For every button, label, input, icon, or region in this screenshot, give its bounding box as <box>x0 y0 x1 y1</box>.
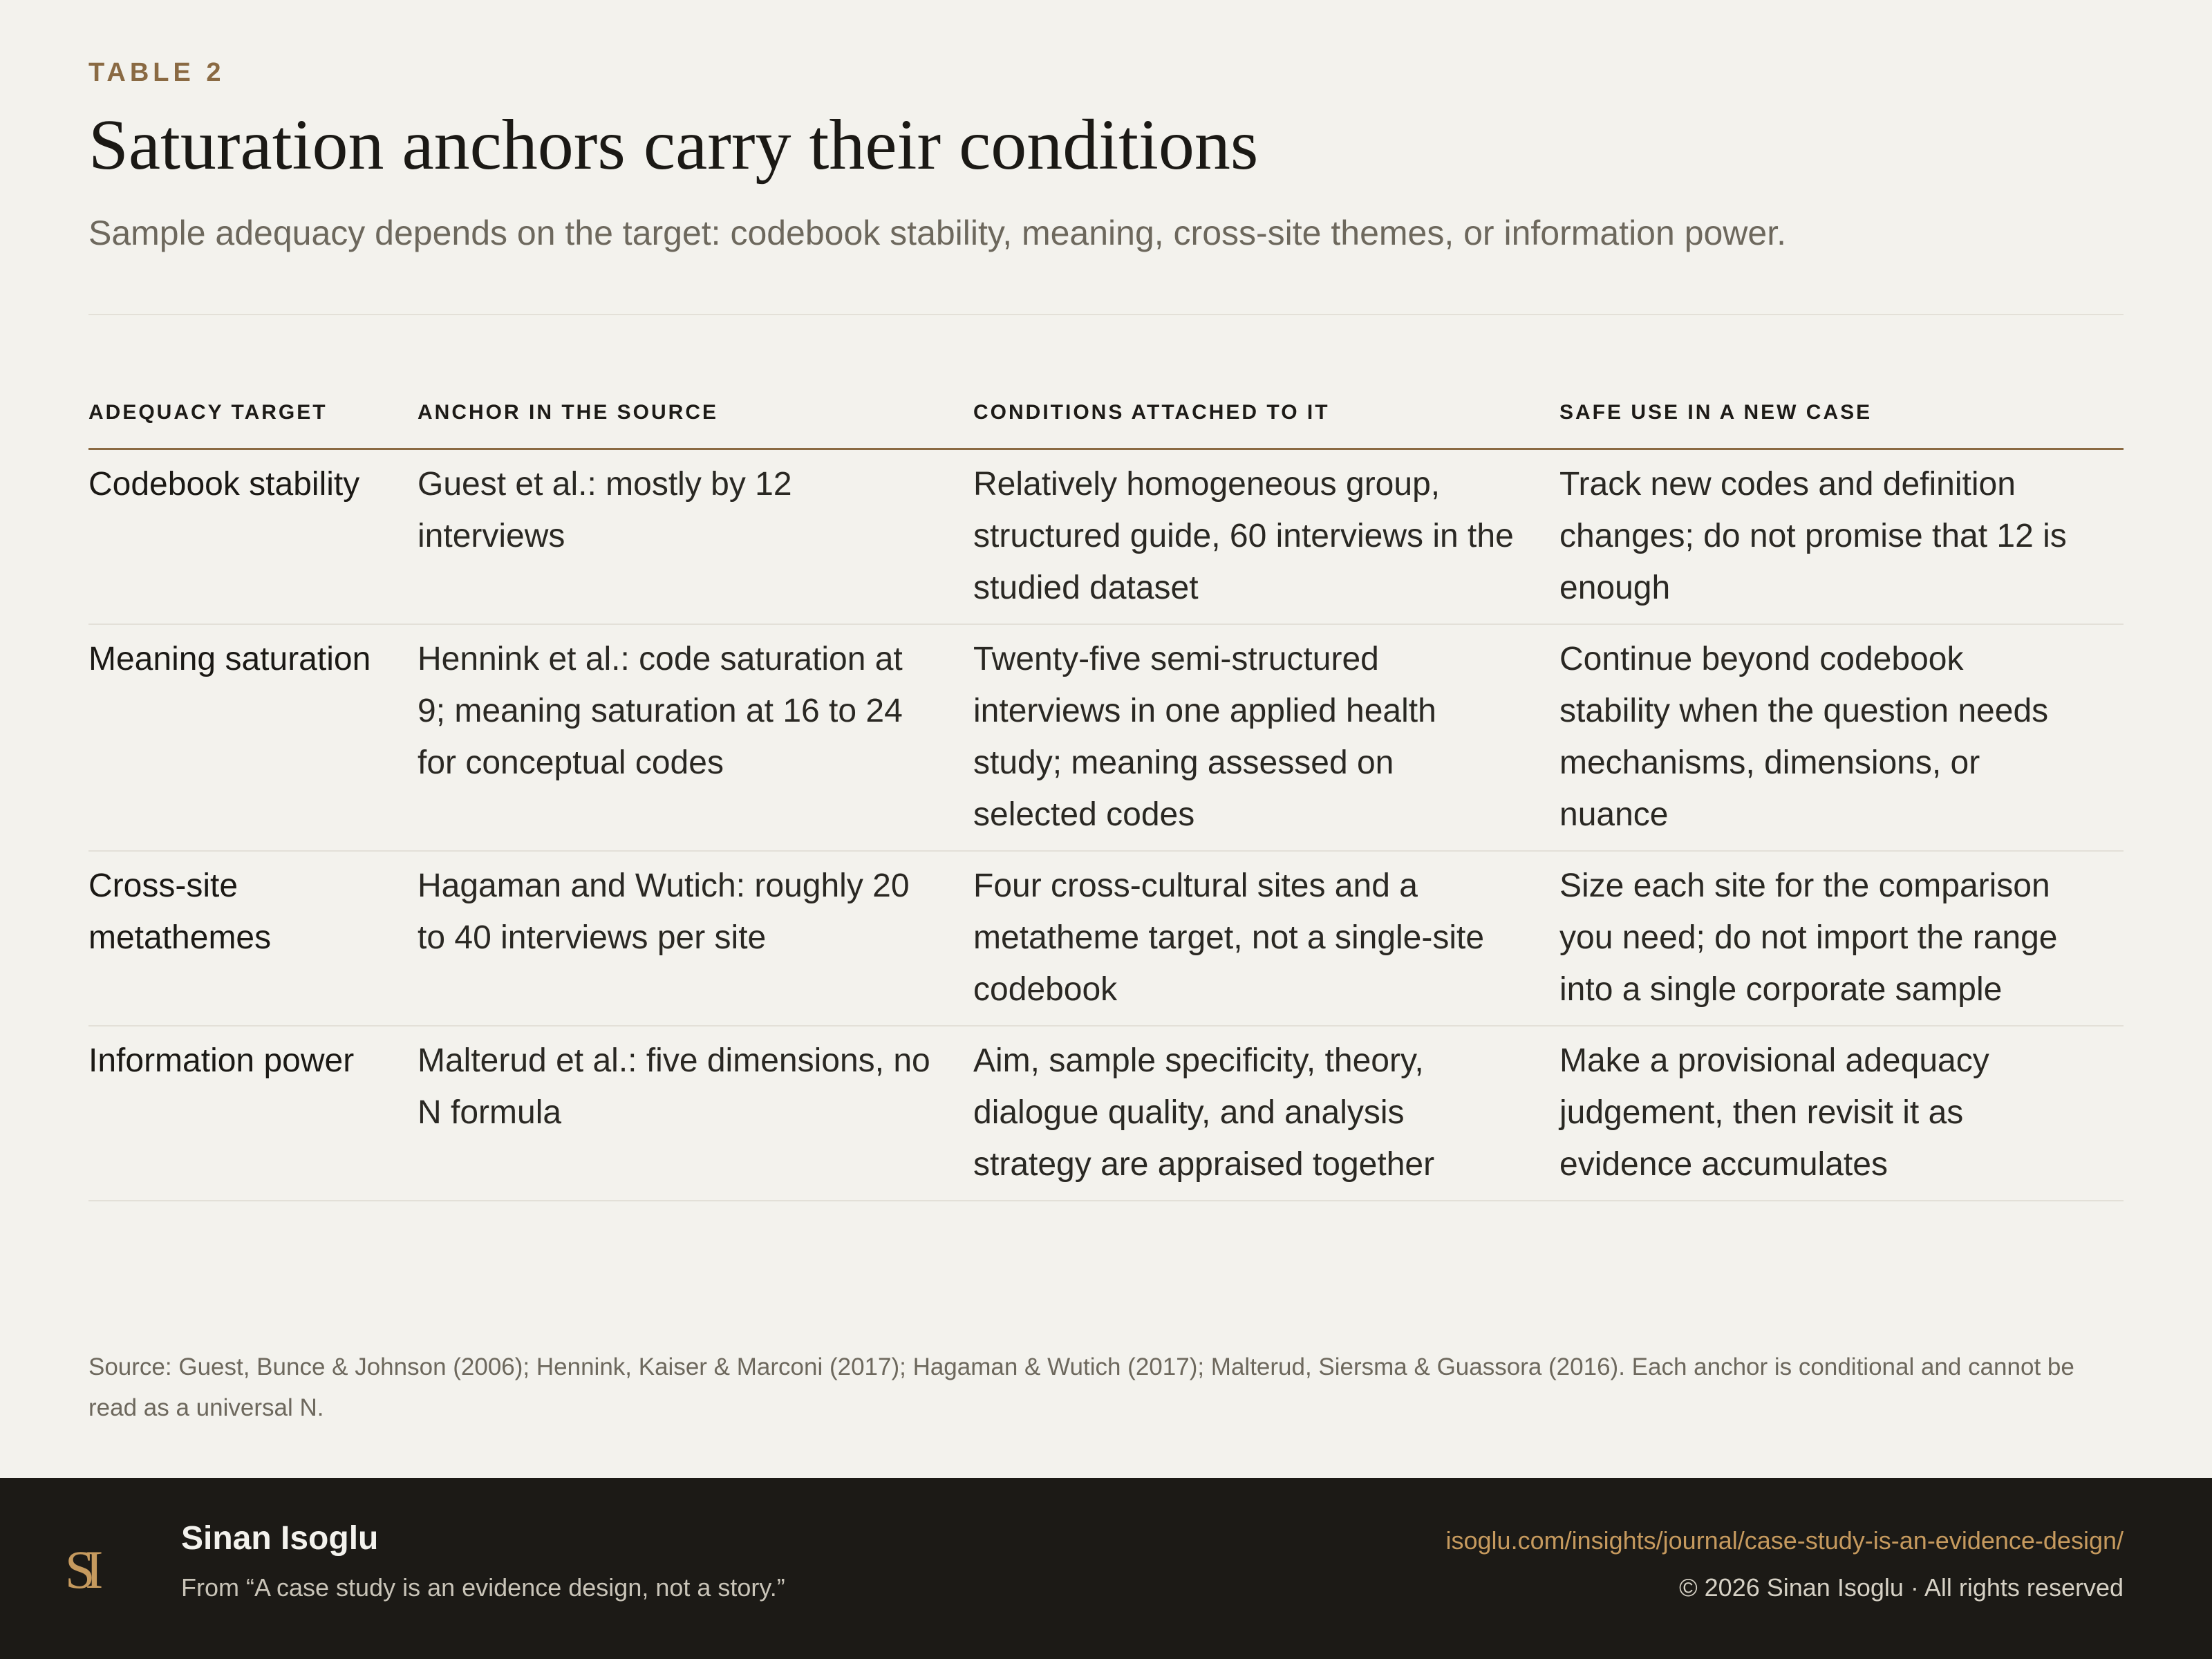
divider <box>88 314 2124 315</box>
saturation-table <box>88 401 2124 1201</box>
column-header-safe-use: SAFE USE IN A NEW CASE <box>1559 401 2124 449</box>
table-number: TABLE 2 <box>88 58 225 87</box>
cell-anchor: Hennink et al.: code saturation at 9; meaning saturation at 16 to 24 for conceptual codes <box>418 624 973 851</box>
cell-anchor: Hagaman and Wutich: roughly 20 to 40 interviews per site <box>418 851 973 1026</box>
cell-conditions: Aim, sample specificity, theory, dialogue quality, and analysis strategy are appraised together <box>973 1026 1559 1201</box>
table-row <box>88 449 2124 625</box>
cell-conditions: Relatively homogeneous group, structured guide, 60 interviews in the studied dataset <box>973 449 1559 625</box>
cell-safe-use: Make a provisional adequacy judgement, then revisit it as evidence accumulates <box>1559 1026 2124 1201</box>
monogram-logo: SI <box>65 1539 94 1600</box>
cell-conditions: Four cross-cultural sites and a metatheme target, not a single-site codebook <box>973 851 1559 1026</box>
cell-adequacy-target: Meaning saturation <box>88 624 418 851</box>
cell-anchor: Malterud et al.: five dimensions, no N formula <box>418 1026 973 1201</box>
column-header-adequacy-target: ADEQUACY TARGET <box>88 401 418 449</box>
cell-adequacy-target: Cross-site metathemes <box>88 851 418 1026</box>
copyright: © 2026 Sinan Isoglu · All rights reserved <box>1679 1573 2124 1602</box>
page-title: Saturation anchors carry their conditions <box>88 105 1259 185</box>
cell-anchor: Guest et al.: mostly by 12 interviews <box>418 449 973 625</box>
table-header-row <box>88 401 2124 449</box>
source-note: Source: Guest, Bunce & Johnson (2006); Hennink, Kaiser & Marconi (2017); Hagaman & Wutich (2017); Malterud, Siersma & Guassora (2016). Each anchor is conditional and cannot be read as a universal N. <box>88 1353 2074 1421</box>
cell-adequacy-target: Information power <box>88 1026 418 1201</box>
table-row <box>88 851 2124 1026</box>
cell-adequacy-target: Codebook stability <box>88 449 418 625</box>
footer <box>0 1478 2212 1659</box>
table-row <box>88 624 2124 851</box>
column-header-anchor: ANCHOR IN THE SOURCE <box>418 401 973 449</box>
cell-safe-use: Continue beyond codebook stability when the question needs mechanisms, dimensions, or nuance <box>1559 624 2124 851</box>
cell-conditions: Twenty-five semi-structured interviews in one applied health study; meaning assessed on selected codes <box>973 624 1559 851</box>
author-name: Sinan Isoglu <box>181 1520 379 1557</box>
cell-safe-use: Track new codes and definition changes; do not promise that 12 is enough <box>1559 449 2124 625</box>
column-header-conditions: CONDITIONS ATTACHED TO IT <box>973 401 1559 449</box>
article-reference: From “A case study is an evidence design, not a story.” <box>181 1573 785 1602</box>
table-row <box>88 1026 2124 1201</box>
article-link[interactable]: isoglu.com/insights/journal/case-study-is-an-evidence-design/ <box>1445 1526 2124 1555</box>
page-subtitle: Sample adequacy depends on the target: codebook stability, meaning, cross-site themes, or information power. <box>88 214 1787 252</box>
cell-safe-use: Size each site for the comparison you need; do not import the range into a single corporate sample <box>1559 851 2124 1026</box>
